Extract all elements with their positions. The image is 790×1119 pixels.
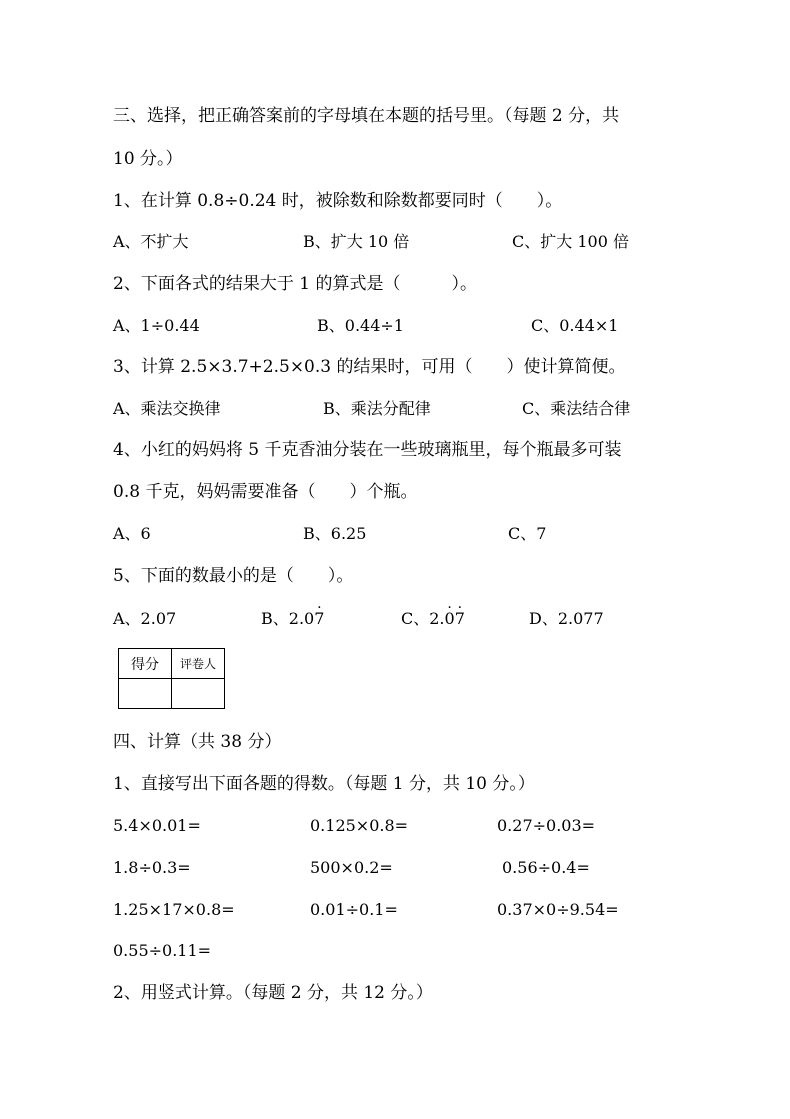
q4-option-a: A、6 [113,524,151,543]
q5-option-b-repeating-digit: · 7 [314,608,324,630]
section4-sub1: 1、直接写出下面各题的得数。（每题 1 分，共 10 分。） [113,774,535,794]
score-cell[interactable] [119,679,172,709]
problem-10: 0.55÷0.11= [113,941,212,960]
q5-option-c [401,608,465,630]
q2-option-b: B、0.44÷1 [317,316,404,335]
q1-option-b: B、扩大 10 倍 [303,232,410,251]
question-4-line2: 0.8 千克，妈妈需要准备（ ）个瓶。 [113,482,418,502]
q5-option-b-prefix: B、2.0 [261,609,315,628]
problem-5: 500×0.2= [310,858,393,877]
question-2: 2、下面各式的结果大于 1 的算式是（ ）。 [113,274,477,294]
q2-option-a: A、1÷0.44 [113,316,200,335]
q5-option-b [261,608,324,630]
score-table [118,648,225,709]
q1-option-a: A、不扩大 [113,232,189,251]
problem-1: 5.4×0.01= [113,816,201,835]
q2-option-c: C、0.44×1 [531,316,619,335]
q4-option-b: B、6.25 [303,524,367,543]
section4-sub2: 2、用竖式计算。（每题 2 分，共 12 分。） [113,983,433,1003]
grader-header: 评卷人 [172,649,225,679]
q3-option-b: B、乘法分配律 [323,399,431,418]
question-5: 5、下面的数最小的是（ ）。 [113,566,354,586]
q5-option-a: A、2.07 [113,609,177,628]
problem-7: 1.25×17×0.8= [113,900,235,919]
problem-6: 0.56÷0.4= [502,858,590,877]
problem-2: 0.125×0.8= [310,816,409,835]
q5-option-c-repeating-digit-2: · 7 [455,608,465,630]
q1-option-c: C、扩大 100 倍 [512,232,629,251]
q3-option-c: C、乘法结合律 [522,399,631,418]
q4-option-c: C、7 [508,524,547,543]
problem-8: 0.01÷0.1= [310,900,398,919]
section3-title-line2: 10 分。） [113,149,183,169]
question-4-line1: 4、小红的妈妈将 5 千克香油分装在一些玻璃瓶里，每个瓶最多可装 [113,440,622,460]
question-3: 3、计算 2.5×3.7+2.5×0.3 的结果时，可用（ ）使计算简便。 [113,357,626,377]
section3-title-line1: 三、选择，把正确答案前的字母填在本题的括号里。（每题 2 分，共 [113,106,620,126]
q5-option-c-prefix: C、2. [401,609,445,628]
section4-title: 四、计算（共 38 分） [113,732,282,752]
question-1: 1、在计算 0.8÷0.24 时，被除数和除数都要同时（ ）。 [113,191,563,211]
score-header: 得分 [119,649,172,679]
q3-option-a: A、乘法交换律 [113,399,221,418]
problem-3: 0.27÷0.03= [497,816,596,835]
q5-option-d: D、2.077 [529,609,604,628]
problem-4: 1.8÷0.3= [113,858,191,877]
problem-9: 0.37×0÷9.54= [497,900,619,919]
q5-option-c-repeating-digit-1: · 0 [445,608,455,630]
grader-cell[interactable] [172,679,225,709]
